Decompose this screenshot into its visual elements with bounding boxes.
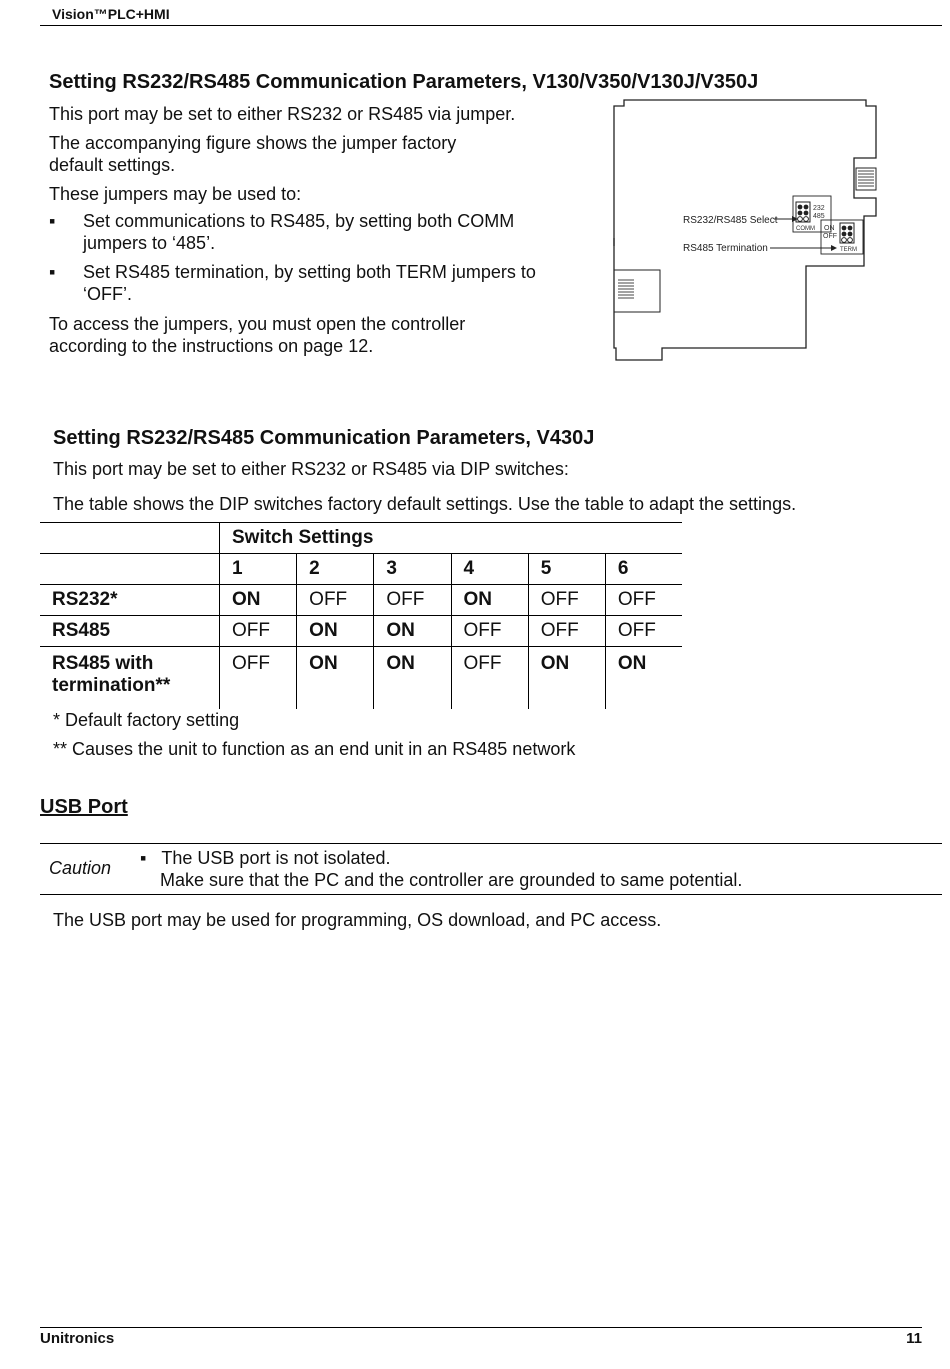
table-cell: OFF (528, 616, 605, 647)
table-row (40, 616, 682, 647)
label-on: ON (824, 225, 835, 232)
col-1: 1 (220, 554, 297, 585)
section2-p2: The table shows the DIP switches factory default settings. Use the table to adapt the settings. (53, 494, 797, 514)
arrowhead-select (792, 216, 798, 222)
table-cell: ON (374, 616, 451, 647)
col-4: 4 (451, 554, 528, 585)
jumper-figure (612, 98, 884, 364)
label-232: 232 (813, 205, 825, 212)
bullet-comm (49, 210, 589, 256)
row-label-rs485: RS485 (40, 616, 220, 647)
label-rs232-rs485-select: RS232/RS485 Select (683, 215, 778, 226)
section2-title: Setting RS232/RS485 Communication Parameters, V430J (53, 427, 595, 449)
note-default: * Default factory setting (53, 710, 240, 730)
bullet-term (49, 261, 589, 307)
table-cell: OFF (297, 585, 374, 616)
bullet-square: ▪ (49, 211, 56, 231)
section1-p3: These jumpers may be used to: (49, 184, 302, 204)
header-title: Vision™PLC+HMI (52, 6, 170, 22)
page-number: 11 (906, 1330, 922, 1347)
table-cell: ON (220, 585, 297, 616)
arrowhead-term (831, 245, 837, 251)
table-cell: ON (528, 647, 605, 710)
label-off: OFF (823, 233, 837, 240)
usb-port-title: USB Port (40, 796, 128, 818)
row-label-rs485-termination (40, 647, 220, 710)
col-3: 3 (374, 554, 451, 585)
table-cell: OFF (374, 585, 451, 616)
label-comm: COMM (796, 226, 815, 232)
table-cell: OFF (605, 585, 682, 616)
table-row (40, 585, 682, 616)
usb-paragraph: The USB port may be used for programming, OS download, and PC access. (53, 910, 662, 930)
section1-p2b: default settings. (49, 155, 176, 175)
bullet-term-line1: Set RS485 termination, by setting both TERM jumpers to (83, 262, 536, 282)
section1-p4a: To access the jumpers, you must open the controller (49, 314, 466, 334)
footer-company: Unitronics (40, 1330, 115, 1347)
table-cell: OFF (220, 616, 297, 647)
table-header-row (40, 523, 682, 554)
section1-title: Setting RS232/RS485 Communication Parameters, V130/V350/V130J/V350J (49, 71, 759, 93)
caution-line2: Make sure that the PC and the controller are grounded to same potential. (160, 870, 743, 890)
row-label-line1: RS485 with (52, 653, 154, 674)
note-termination: ** Causes the unit to function as an end unit in an RS485 network (53, 739, 576, 759)
caution-bullet: ▪ (140, 848, 147, 868)
section1-p2a: The accompanying figure shows the jumper factory (49, 133, 457, 153)
caution-box (40, 843, 942, 895)
bullet-square: ▪ (49, 262, 56, 282)
col-2: 2 (297, 554, 374, 585)
table-cell: ON (374, 647, 451, 710)
bullet-term-line2: ‘OFF’. (83, 284, 132, 304)
caution-line1 (140, 848, 391, 869)
table-cell: OFF (528, 585, 605, 616)
page-footer (40, 1327, 922, 1347)
col-5: 5 (528, 554, 605, 585)
label-term: TERM (840, 247, 857, 253)
connector-top-right (856, 168, 876, 190)
board-outline (614, 100, 876, 360)
table-column-row (40, 554, 682, 585)
table-cell: OFF (451, 647, 528, 710)
label-rs485-termination: RS485 Termination (683, 243, 768, 254)
row-label-line2: termination** (52, 675, 171, 696)
table-cell: ON (451, 585, 528, 616)
table-cell: OFF (605, 616, 682, 647)
table-cell: ON (297, 647, 374, 710)
dip-switch-table (40, 522, 682, 709)
controller-board-diagram (612, 98, 884, 364)
col-6: 6 (605, 554, 682, 585)
bullet-comm-line2: jumpers to ‘485’. (83, 233, 216, 253)
label-485: 485 (813, 213, 825, 220)
caution-text1: The USB port is not isolated. (161, 848, 391, 868)
table-row (40, 647, 682, 710)
table-cell: ON (605, 647, 682, 710)
connector-left (614, 270, 660, 312)
section1-p1: This port may be set to either RS232 or RS485 via jumper. (49, 104, 516, 124)
bullet-comm-line1: Set communications to RS485, by setting both COMM (83, 211, 515, 231)
row-label-rs232: RS232* (40, 585, 220, 616)
table-cell: OFF (451, 616, 528, 647)
caution-label: Caution (49, 858, 112, 878)
table-cell: ON (297, 616, 374, 647)
section2-p1: This port may be set to either RS232 or RS485 via DIP switches: (53, 459, 569, 479)
group-header: Switch Settings (220, 523, 683, 554)
section1-p4b: according to the instructions on page 12. (49, 336, 374, 356)
page-header (40, 0, 942, 26)
term-jumper (821, 220, 863, 254)
table-cell: OFF (220, 647, 297, 710)
